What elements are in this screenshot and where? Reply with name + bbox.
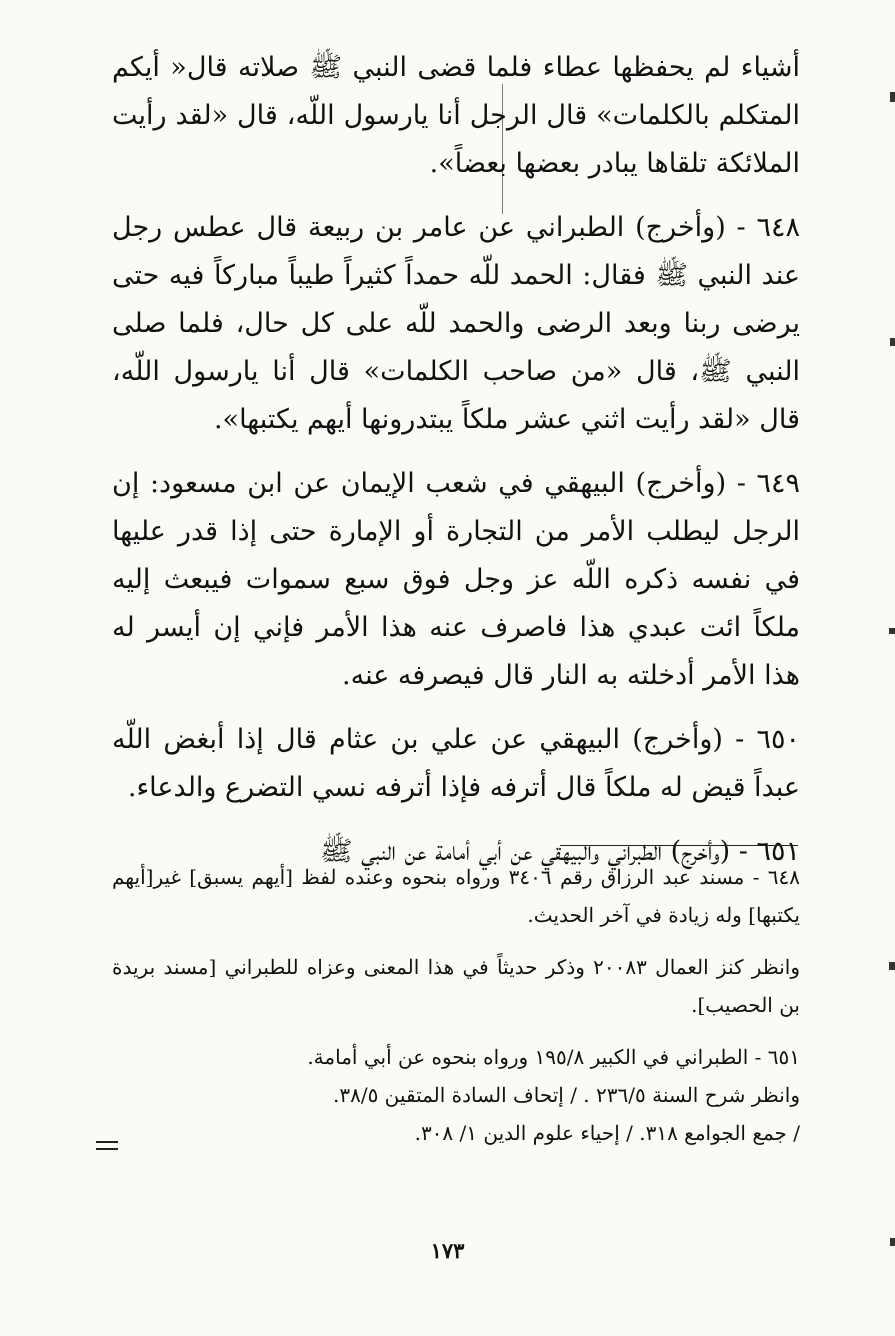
paragraph-649: ٦٤٩ - (وأخرج) البيهقي في شعب الإيمان عن ابن مسعود: إن الرجل ليطلب الأمر من التجارة أو الإمارة حتى إذا قدر عليها في نفسه ذكره اللّه عز وجل فوق سبع سموات فيبعث إليه ملكاً ائت عبدي هذا فاصرف عنه هذا الأمر فإني إن أيسر له هذا الأمر أدخلته به النار قال فيصرفه عنه. xyxy=(112,468,800,691)
footnotes xyxy=(112,858,800,1152)
paragraph-648: ٦٤٨ - (وأخرج) الطبراني عن عامر بن ربيعة قال عطس رجل عند النبي ﷺ فقال: الحمد للّه حمداً كثيراً طيباً مباركاً فيه حتى يرضى ربنا وبعد الرضى والحمد للّه على كل حال، فلما صلى النبي ﷺ، قال «من صاحب الكلمات» قال أنا يارسول اللّه، قال «لقد رأيت اثني عشر ملكاً يبتدرونها أيهم يكتبها». xyxy=(112,212,800,435)
footnote-648-see-also: وانظر كنز العمال ٢٠٠٨٣ وذكر حديثاً في هذا المعنى وعزاه للطبراني [مسند بريدة بن الحصيب]. xyxy=(112,955,800,1017)
paragraph-650: ٦٥٠ - (وأخرج) البيهقي عن علي بن عثام قال إذا أبغض اللّه عبداً قيض له ملكاً قال أترفه فإذا أترفه نسي التضرع والدعاء. xyxy=(112,724,800,803)
main-text xyxy=(112,44,800,876)
double-dash-mark xyxy=(96,1141,118,1155)
scan-speck xyxy=(890,338,895,346)
scan-speck xyxy=(890,1238,895,1246)
scan-speck xyxy=(889,628,895,634)
paragraph-651: ٦٥١ - (وأخرج) الطبراني والبيهقي عن أبي أمامة عن النبي ﷺ xyxy=(319,836,800,867)
footnote-separator xyxy=(560,845,798,846)
footnote-651-line: وانظر شرح السنة ٢٣٦/٥ . / إتحاف السادة المتقين ٣٨/٥. xyxy=(333,1083,800,1107)
footnote-651-line: / جمع الجوامع ٣١٨. / إحياء علوم الدين ١/ ٣٠٨. xyxy=(414,1121,800,1145)
footnote-648: ٦٤٨ - مسند عبد الرزاق رقم ٣٤٠٦ ورواه بنحوه وعنده لفظ [أيهم يسبق] غير[أيهم يكتبها] وله زيادة في آخر الحديث. xyxy=(112,865,800,927)
scan-speck xyxy=(889,962,895,970)
page-number: ١٧٣ xyxy=(430,1238,465,1263)
paragraph-continuation: أشياء لم يحفظها عطاء فلما قضى النبي ﷺ صلاته قال« أيكم المتكلم بالكلمات» قال الرجل أنا يارسول اللّه، قال «لقد رأيت الملائكة تلقاها يبادر بعضها بعضاً». xyxy=(112,52,800,179)
footnote-651 xyxy=(112,1038,800,1152)
footnote-651-line: ٦٥١ - الطبراني في الكبير ١٩٥/٨ ورواه بنحوه عن أبي أمامة. xyxy=(307,1045,800,1069)
scan-speck xyxy=(890,92,895,102)
